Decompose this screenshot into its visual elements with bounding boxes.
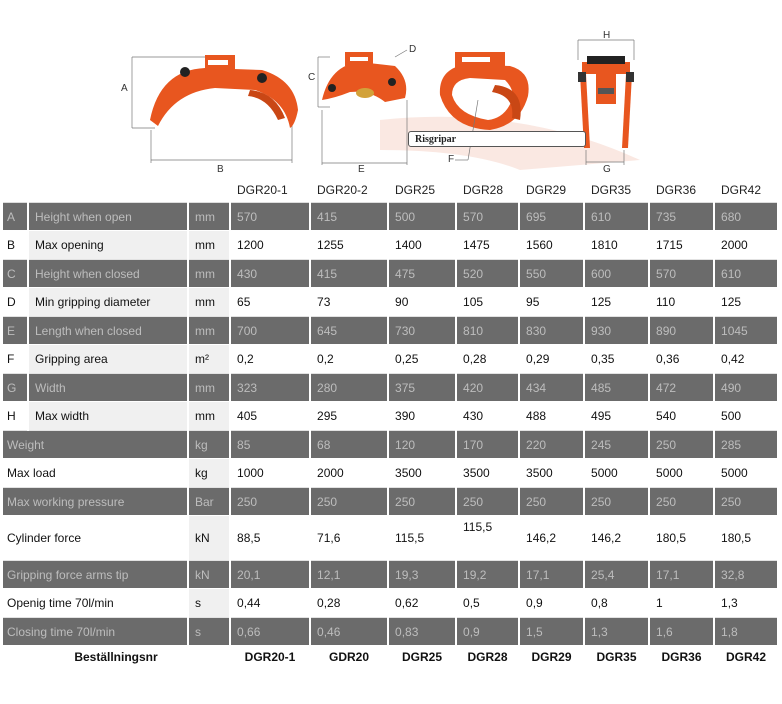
spec-row [3, 561, 778, 589]
row-value: 68 [310, 431, 388, 459]
row-value: 32,8 [714, 561, 778, 589]
row-value: 0,46 [310, 618, 388, 646]
row-value: 1,8 [714, 618, 778, 646]
spec-row [3, 231, 778, 260]
row-value: 20,1 [230, 561, 310, 589]
row-value: 1400 [388, 231, 456, 260]
row-value: 105 [456, 288, 519, 317]
row-value: 600 [584, 260, 649, 288]
row-value: 170 [456, 431, 519, 459]
row-label: Max width [28, 402, 188, 431]
row-label: Height when closed [28, 260, 188, 288]
row-label: Gripping area [28, 345, 188, 374]
row-label: Cylinder force [3, 516, 188, 561]
row-value: 110 [649, 288, 714, 317]
row-value: 488 [519, 402, 584, 431]
row-value: 0,66 [230, 618, 310, 646]
grapple-drawings [0, 0, 782, 178]
row-value: 0,28 [456, 345, 519, 374]
spec-row [3, 402, 778, 431]
row-letter: C [3, 260, 28, 288]
row-value: 115,5 [388, 516, 456, 561]
row-value: 930 [584, 317, 649, 345]
row-value: 88,5 [230, 516, 310, 561]
row-value: 146,2 [519, 516, 584, 561]
row-unit: kg [188, 459, 230, 488]
row-value: 1560 [519, 231, 584, 260]
row-value: 12,1 [310, 561, 388, 589]
row-letter: G [3, 374, 28, 402]
row-value: 71,6 [310, 516, 388, 561]
row-label: Max load [3, 459, 188, 488]
spec-row [3, 459, 778, 488]
spec-row [3, 618, 778, 646]
row-label: Gripping force arms tip [3, 561, 188, 589]
order-number: GDR20 [310, 646, 388, 669]
order-number: DGR42 [714, 646, 778, 669]
grapple-diagrams [0, 0, 782, 178]
row-label: Width [28, 374, 188, 402]
row-value: 500 [388, 203, 456, 231]
row-value: 220 [519, 431, 584, 459]
row-letter: A [3, 203, 28, 231]
row-value: 485 [584, 374, 649, 402]
row-unit: mm [188, 402, 230, 431]
row-letter: F [3, 345, 28, 374]
row-value: 19,3 [388, 561, 456, 589]
row-value: 250 [649, 488, 714, 516]
row-value: 1715 [649, 231, 714, 260]
row-label: Max opening [28, 231, 188, 260]
model-header: DGR35 [584, 178, 649, 203]
dim-label-d: D [409, 44, 417, 55]
row-label: Min gripping diameter [28, 288, 188, 317]
spec-row [3, 516, 778, 561]
row-value: 430 [230, 260, 310, 288]
model-header: DGR20-1 [230, 178, 310, 203]
row-value: 1255 [310, 231, 388, 260]
row-value: 5000 [649, 459, 714, 488]
dim-label-h: H [603, 30, 611, 41]
row-letter: E [3, 317, 28, 345]
row-value: 0,35 [584, 345, 649, 374]
row-value: 250 [519, 488, 584, 516]
dim-label-a: A [121, 83, 128, 94]
row-value: 0,9 [519, 589, 584, 618]
row-value: 250 [456, 488, 519, 516]
row-value: 0,9 [456, 618, 519, 646]
row-value: 1,5 [519, 618, 584, 646]
row-value: 730 [388, 317, 456, 345]
row-unit: mm [188, 203, 230, 231]
row-value: 285 [714, 431, 778, 459]
model-header: DGR20-2 [310, 178, 388, 203]
row-value: 610 [584, 203, 649, 231]
spec-row [3, 488, 778, 516]
row-value: 810 [456, 317, 519, 345]
row-value: 0,8 [584, 589, 649, 618]
row-value: 472 [649, 374, 714, 402]
row-value: 2000 [714, 231, 778, 260]
order-number: DGR25 [388, 646, 456, 669]
row-unit: mm [188, 288, 230, 317]
model-header: DGR28 [456, 178, 519, 203]
row-label: Length when closed [28, 317, 188, 345]
row-unit: mm [188, 231, 230, 260]
spec-row [3, 317, 778, 345]
row-value: 540 [649, 402, 714, 431]
row-value: 0,5 [456, 589, 519, 618]
dim-label-g: G [603, 164, 611, 175]
row-value: 125 [714, 288, 778, 317]
row-label: Closing time 70l/min [3, 618, 188, 646]
row-value: 735 [649, 203, 714, 231]
order-number: DGR29 [519, 646, 584, 669]
order-number: DGR28 [456, 646, 519, 669]
row-letter: H [3, 402, 28, 431]
row-unit: Bar [188, 488, 230, 516]
row-value: 180,5 [649, 516, 714, 561]
row-value: 0,44 [230, 589, 310, 618]
row-value: 500 [714, 402, 778, 431]
order-number-label: Beställningsnr [3, 646, 230, 669]
row-value: 250 [714, 488, 778, 516]
row-value: 0,2 [310, 345, 388, 374]
row-value: 65 [230, 288, 310, 317]
row-value: 415 [310, 203, 388, 231]
row-value: 570 [649, 260, 714, 288]
order-number: DGR20-1 [230, 646, 310, 669]
row-value: 2000 [310, 459, 388, 488]
row-label: Max working pressure [3, 488, 188, 516]
spec-row [3, 260, 778, 288]
row-label: Openig time 70l/min [3, 589, 188, 618]
row-value: 430 [456, 402, 519, 431]
row-value: 25,4 [584, 561, 649, 589]
spec-row [3, 374, 778, 402]
row-label: Weight [3, 431, 188, 459]
row-value: 520 [456, 260, 519, 288]
row-value: 420 [456, 374, 519, 402]
row-value: 5000 [714, 459, 778, 488]
row-value: 0,29 [519, 345, 584, 374]
row-unit: mm [188, 260, 230, 288]
row-value: 475 [388, 260, 456, 288]
row-value: 645 [310, 317, 388, 345]
row-value: 0,28 [310, 589, 388, 618]
row-value: 1 [649, 589, 714, 618]
grapple-open-figure [132, 55, 298, 163]
row-value: 570 [230, 203, 310, 231]
row-value: 250 [310, 488, 388, 516]
row-value: 295 [310, 402, 388, 431]
row-value: 323 [230, 374, 310, 402]
model-header: DGR36 [649, 178, 714, 203]
row-label: Height when open [28, 203, 188, 231]
row-value: 0,83 [388, 618, 456, 646]
header-blank [3, 178, 230, 203]
row-value: 245 [584, 431, 649, 459]
spec-row [3, 589, 778, 618]
model-header: DGR42 [714, 178, 778, 203]
row-value: 3500 [519, 459, 584, 488]
row-value: 0,25 [388, 345, 456, 374]
row-value: 0,62 [388, 589, 456, 618]
row-value: 280 [310, 374, 388, 402]
row-value: 180,5 [714, 516, 778, 561]
dim-label-e: E [358, 164, 365, 175]
row-value: 570 [456, 203, 519, 231]
row-unit: s [188, 589, 230, 618]
model-header: DGR29 [519, 178, 584, 203]
row-unit: kN [188, 561, 230, 589]
row-value: 90 [388, 288, 456, 317]
row-unit: mm [188, 374, 230, 402]
spec-table [3, 178, 779, 668]
row-value: 680 [714, 203, 778, 231]
row-unit: s [188, 618, 230, 646]
spec-row [3, 431, 778, 459]
row-value: 1200 [230, 231, 310, 260]
row-value: 1000 [230, 459, 310, 488]
row-value: 250 [649, 431, 714, 459]
row-value: 700 [230, 317, 310, 345]
row-value: 250 [388, 488, 456, 516]
spec-row [3, 345, 778, 374]
row-value: 125 [584, 288, 649, 317]
row-value: 1475 [456, 231, 519, 260]
row-value: 17,1 [649, 561, 714, 589]
model-header: DGR25 [388, 178, 456, 203]
header-row [3, 178, 778, 203]
row-value: 146,2 [584, 516, 649, 561]
dim-label-f: F [448, 154, 455, 165]
row-value: 490 [714, 374, 778, 402]
row-unit: mm [188, 317, 230, 345]
row-value: 1,3 [584, 618, 649, 646]
row-value: 1810 [584, 231, 649, 260]
row-unit: kN [188, 516, 230, 561]
row-value: 0,2 [230, 345, 310, 374]
row-value: 0,36 [649, 345, 714, 374]
row-unit: m² [188, 345, 230, 374]
row-value: 19,2 [456, 561, 519, 589]
row-value: 550 [519, 260, 584, 288]
row-value: 115,5 [456, 516, 519, 561]
order-number: DGR35 [584, 646, 649, 669]
row-value: 390 [388, 402, 456, 431]
row-value: 1,6 [649, 618, 714, 646]
spec-row [3, 288, 778, 317]
row-value: 1045 [714, 317, 778, 345]
row-value: 3500 [456, 459, 519, 488]
row-value: 85 [230, 431, 310, 459]
row-value: 17,1 [519, 561, 584, 589]
order-number: DGR36 [649, 646, 714, 669]
row-value: 415 [310, 260, 388, 288]
row-value: 830 [519, 317, 584, 345]
row-value: 3500 [388, 459, 456, 488]
row-value: 434 [519, 374, 584, 402]
row-value: 695 [519, 203, 584, 231]
row-value: 250 [584, 488, 649, 516]
row-value: 250 [230, 488, 310, 516]
row-value: 405 [230, 402, 310, 431]
row-letter: D [3, 288, 28, 317]
dim-label-c: C [308, 72, 316, 83]
row-value: 610 [714, 260, 778, 288]
row-value: 120 [388, 431, 456, 459]
dim-label-b: B [217, 164, 224, 175]
row-value: 5000 [584, 459, 649, 488]
spec-row [3, 203, 778, 231]
row-unit: kg [188, 431, 230, 459]
row-value: 495 [584, 402, 649, 431]
row-letter: B [3, 231, 28, 260]
order-number-row [3, 646, 778, 669]
row-value: 0,42 [714, 345, 778, 374]
row-value: 95 [519, 288, 584, 317]
row-value: 890 [649, 317, 714, 345]
row-value: 375 [388, 374, 456, 402]
row-value: 1,3 [714, 589, 778, 618]
row-value: 73 [310, 288, 388, 317]
callout-box: Risgripar [408, 131, 586, 147]
